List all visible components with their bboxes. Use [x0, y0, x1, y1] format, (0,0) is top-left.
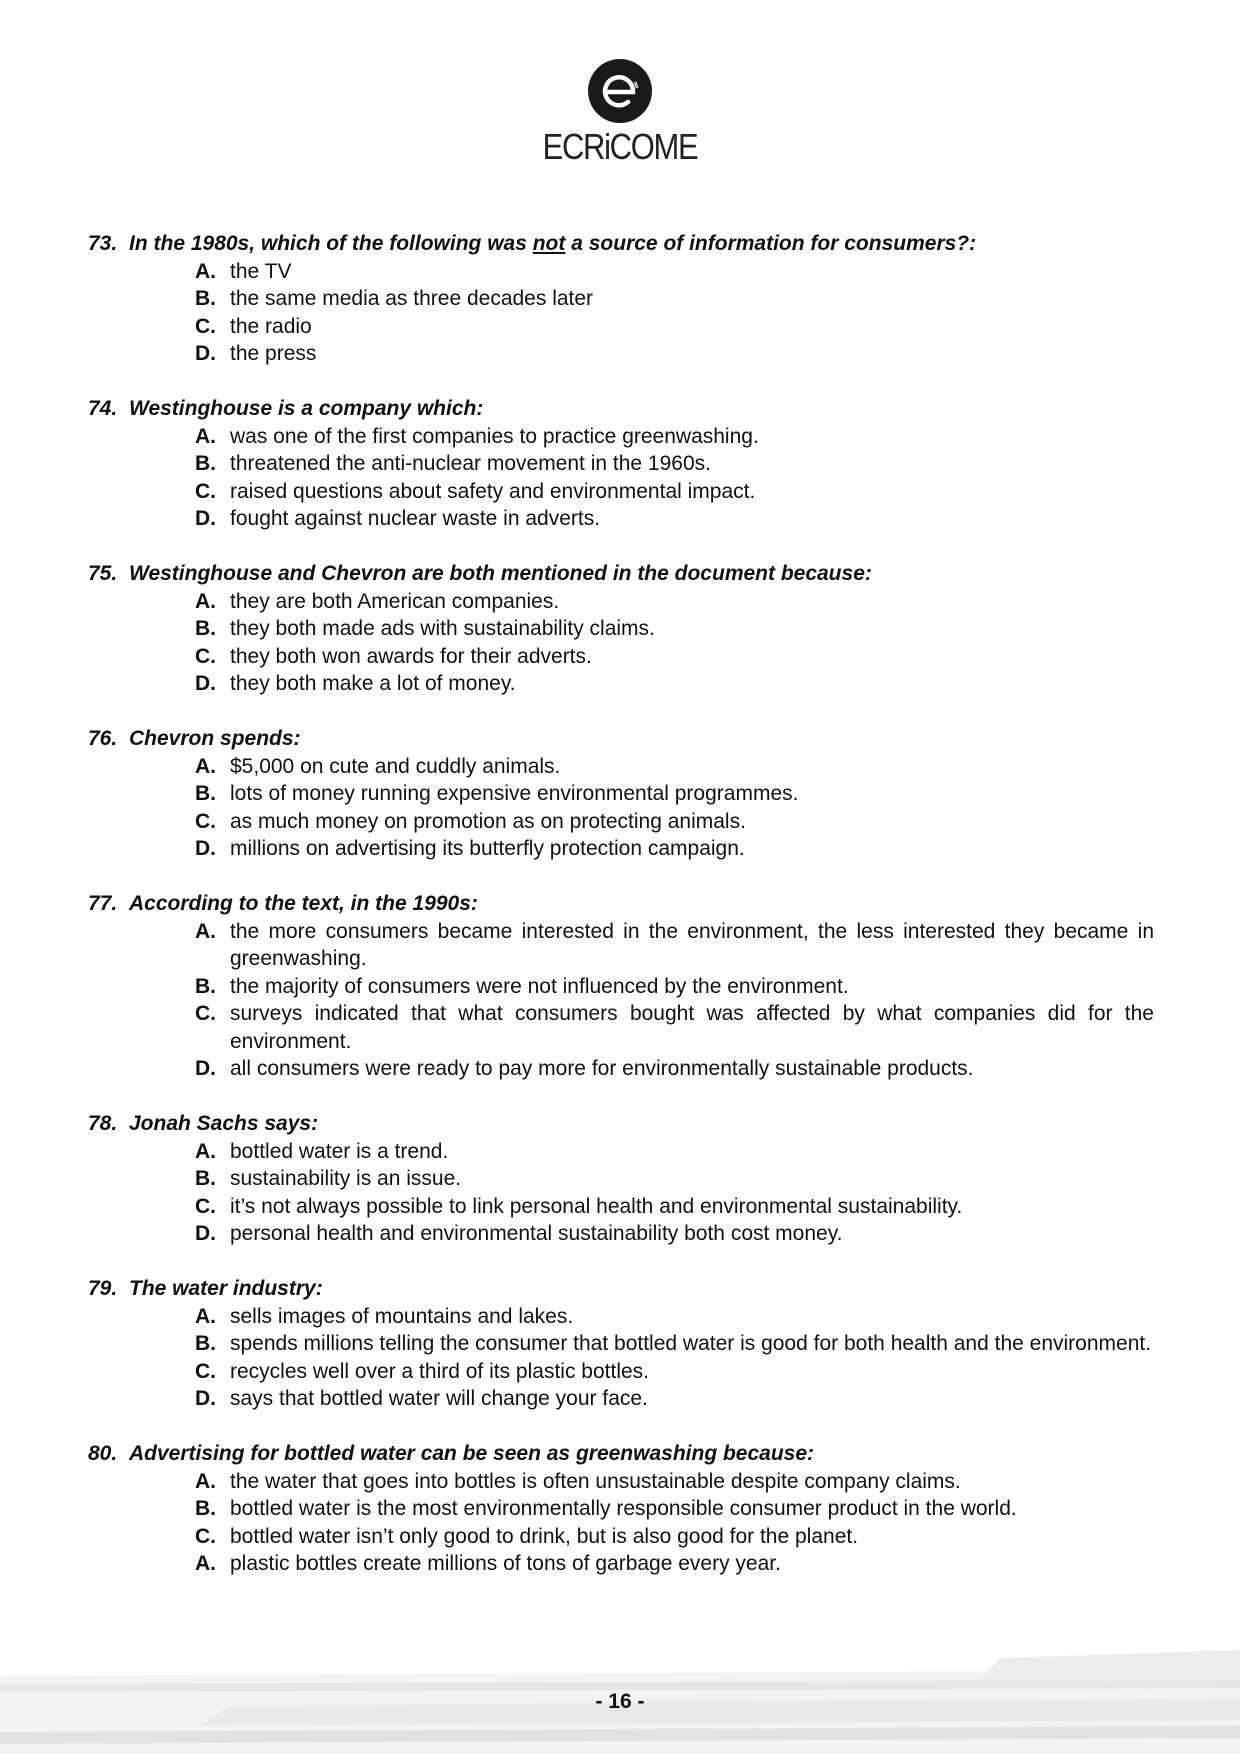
question-prompt — [88, 1275, 1154, 1303]
option-list — [88, 1138, 1154, 1248]
option-text: the TV — [230, 259, 292, 283]
option-text: plastic bottles create millions of tons of garbage every year. — [230, 1552, 781, 1575]
option-letter: B. — [195, 1332, 217, 1355]
option-text: personal health and environmental sustainability both cost money. — [230, 1222, 843, 1245]
question-79 — [88, 1275, 1154, 1413]
option-a — [195, 1468, 1154, 1496]
option-text: sells images of mountains and lakes. — [230, 1304, 574, 1328]
option-letter: D. — [195, 837, 217, 860]
option-b — [195, 615, 1154, 643]
option-a — [195, 1138, 1154, 1166]
question-77 — [88, 890, 1154, 1083]
option-d — [195, 1385, 1154, 1413]
option-letter: A. — [195, 1139, 217, 1163]
option-b — [195, 973, 1154, 1001]
question-prompt — [88, 395, 1154, 423]
option-c — [195, 643, 1154, 671]
option-list — [88, 753, 1154, 863]
option-list — [88, 918, 1154, 1083]
option-text: bottled water isn’t only good to drink, but is also good for the planet. — [230, 1524, 859, 1548]
option-letter: A. — [195, 589, 217, 613]
option-letter: A. — [195, 424, 217, 448]
option-b — [195, 780, 1154, 808]
option-letter: D. — [195, 1222, 217, 1245]
option-a — [195, 588, 1154, 616]
option-letter: A. — [195, 1552, 217, 1575]
option-text: they are both American companies. — [230, 589, 560, 613]
option-text: fought against nuclear waste in adverts. — [230, 507, 601, 530]
option-c — [195, 1358, 1154, 1386]
option-letter: D. — [195, 507, 217, 530]
option-list — [88, 1303, 1154, 1413]
option-letter: C. — [195, 1002, 217, 1025]
option-text: $5,000 on cute and cuddly animals. — [230, 754, 561, 778]
question-73 — [88, 230, 1154, 368]
option-letter: C. — [195, 644, 217, 668]
option-letter: C. — [195, 1194, 217, 1218]
option-letter: B. — [195, 1497, 217, 1520]
option-d — [195, 670, 1154, 698]
option-b — [195, 450, 1154, 478]
option-letter: C. — [195, 479, 217, 503]
option-a — [195, 918, 1154, 973]
option-text: the press — [230, 342, 317, 365]
question-prompt — [88, 1110, 1154, 1138]
question-80 — [88, 1440, 1154, 1578]
option-b — [195, 1165, 1154, 1193]
option-text: spends millions telling the consumer that bottled water is good for both health and the environment. — [230, 1332, 1152, 1355]
option-list — [88, 423, 1154, 533]
option-text: bottled water is the most environmentally responsible consumer product in the world. — [230, 1497, 1017, 1520]
option-letter: D. — [195, 1387, 217, 1410]
question-prompt — [88, 230, 1154, 258]
option-c — [195, 478, 1154, 506]
question-74 — [88, 395, 1154, 533]
ecricome-logo-mark — [587, 58, 653, 124]
question-78 — [88, 1110, 1154, 1248]
option-text: was one of the first companies to practice greenwashing. — [230, 424, 759, 448]
option-text: threatened the anti-nuclear movement in the 1960s. — [230, 452, 711, 475]
option-letter: B. — [195, 617, 217, 640]
option-text: they both make a lot of money. — [230, 672, 516, 695]
question-76 — [88, 725, 1154, 863]
option-letter: B. — [195, 1167, 217, 1190]
option-d — [195, 1055, 1154, 1083]
question-75 — [88, 560, 1154, 698]
question-number: 74. — [88, 397, 118, 420]
option-c — [195, 808, 1154, 836]
option-text: sustainability is an issue. — [230, 1167, 462, 1190]
option-text: the majority of consumers were not influenced by the environment. — [230, 974, 849, 998]
option-text: as much money on promotion as on protecting animals. — [230, 809, 746, 833]
option-text: the water that goes into bottles is often unsustainable despite company claims. — [230, 1469, 961, 1493]
option-a — [195, 1303, 1154, 1331]
question-text: Jonah Sachs says: — [129, 1112, 319, 1135]
question-number: 75. — [88, 562, 118, 585]
option-letter: B. — [195, 287, 217, 310]
option-d — [195, 1550, 1154, 1578]
option-letter: A. — [195, 259, 217, 283]
option-letter: A. — [195, 919, 217, 943]
question-list — [88, 230, 1154, 1605]
brand-name: ECRiCOME — [542, 126, 698, 167]
option-d — [195, 1220, 1154, 1248]
question-prompt — [88, 1440, 1154, 1468]
option-text: it’s not always possible to link personal health and environmental sustainability. — [230, 1194, 963, 1218]
option-b — [195, 1330, 1154, 1358]
question-prompt — [88, 725, 1154, 753]
question-text: Westinghouse is a company which: — [129, 397, 484, 420]
option-text: the same media as three decades later — [230, 287, 594, 310]
question-prompt — [88, 560, 1154, 588]
option-c — [195, 1523, 1154, 1551]
option-letter: D. — [195, 672, 217, 695]
option-letter: C. — [195, 1359, 217, 1383]
question-number: 77. — [88, 892, 118, 915]
option-c — [195, 313, 1154, 341]
option-letter: A. — [195, 1469, 217, 1493]
question-number: 73. — [88, 232, 118, 255]
question-text: Westinghouse and Chevron are both mentioned in the document because: — [129, 562, 872, 585]
option-list — [88, 1468, 1154, 1578]
option-a — [195, 258, 1154, 286]
option-text: the more consumers became interested in the environment, the less interested they became in greenwashing. — [230, 919, 1154, 970]
option-letter: B. — [195, 782, 217, 805]
option-c — [195, 1193, 1154, 1221]
option-letter: B. — [195, 974, 217, 998]
option-letter: D. — [195, 1057, 217, 1080]
question-text: Chevron spends: — [129, 727, 301, 750]
option-b — [195, 285, 1154, 313]
option-d — [195, 340, 1154, 368]
underlined-word: not — [532, 232, 566, 255]
option-c — [195, 1000, 1154, 1055]
option-letter: A. — [195, 754, 217, 778]
page-number: - 16 - — [595, 1690, 645, 1713]
option-b — [195, 1495, 1154, 1523]
question-text: According to the text, in the 1990s: — [129, 892, 478, 915]
option-text: raised questions about safety and environmental impact. — [230, 479, 756, 503]
option-list — [88, 588, 1154, 698]
option-text: they both won awards for their adverts. — [230, 644, 592, 668]
option-text: lots of money running expensive environmental programmes. — [230, 782, 799, 805]
option-letter: B. — [195, 452, 217, 475]
question-number: 80. — [88, 1442, 118, 1465]
option-text: recycles well over a third of its plastic bottles. — [230, 1359, 649, 1383]
option-text: says that bottled water will change your face. — [230, 1387, 648, 1410]
question-text: Advertising for bottled water can be seen as greenwashing because: — [129, 1442, 815, 1465]
question-prompt — [88, 890, 1154, 918]
option-a — [195, 753, 1154, 781]
question-number: 79. — [88, 1277, 118, 1300]
option-d — [195, 835, 1154, 863]
question-number: 76. — [88, 727, 118, 750]
question-number: 78. — [88, 1112, 118, 1135]
option-text: surveys indicated that what consumers bought was affected by what companies did for the environment. — [230, 1002, 1154, 1053]
option-letter: D. — [195, 342, 217, 365]
ecricome-logo — [0, 58, 1240, 168]
option-letter: C. — [195, 1524, 217, 1548]
option-text: bottled water is a trend. — [230, 1139, 449, 1163]
option-d — [195, 505, 1154, 533]
option-letter: C. — [195, 314, 217, 338]
option-letter: A. — [195, 1304, 217, 1328]
option-text: the radio — [230, 314, 312, 338]
option-text: millions on advertising its butterfly protection campaign. — [230, 837, 745, 860]
option-letter: C. — [195, 809, 217, 833]
option-list — [88, 258, 1154, 368]
option-text: all consumers were ready to pay more for environmentally sustainable products. — [230, 1057, 974, 1080]
question-text: The water industry: — [129, 1277, 323, 1300]
option-text: they both made ads with sustainability claims. — [230, 617, 655, 640]
question-text: In the 1980s, which of the following was not a source of information for consumers?: — [129, 232, 977, 255]
option-a — [195, 423, 1154, 451]
